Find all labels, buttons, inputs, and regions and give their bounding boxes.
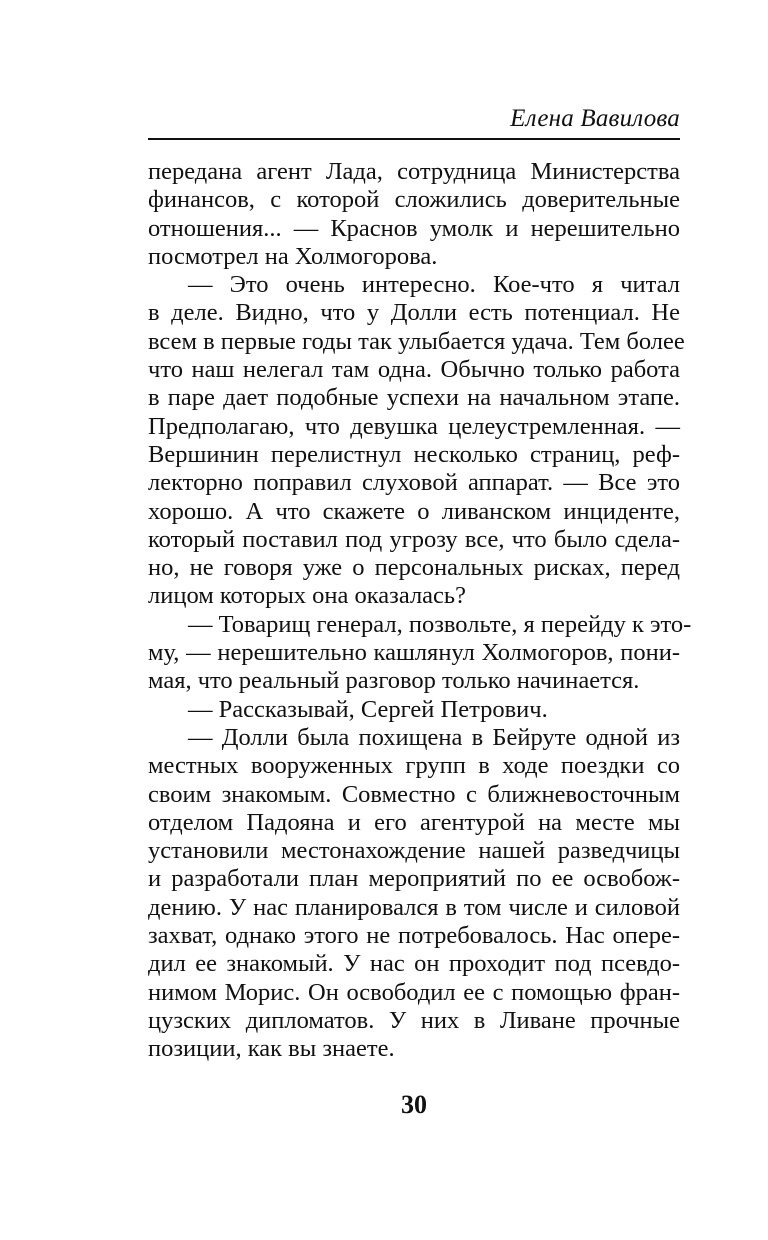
text-line: в деле. Видно, что у Долли есть потенциал. Не (148, 299, 680, 327)
text-line: лицом которых она оказалась? (148, 582, 466, 610)
text-line: — Рассказывай, Сергей Петрович. (188, 695, 548, 723)
text-line: — Товарищ генерал, позвольте, я перейду к это- (188, 610, 692, 638)
text-line: — Это очень интересно. Кое-что я читал (188, 271, 680, 299)
text-line: финансов, с которой сложились доверительные (148, 186, 680, 214)
text-line: передана агент Лада, сотрудница Министерства (148, 158, 680, 185)
text-line: но, не говоря уже о персональных рисках, перед (148, 554, 680, 582)
text-line: — Долли была похищена в Бейруте одной из (188, 723, 680, 751)
text-line: отделом Падояна и его агентурой на месте мы (148, 808, 680, 836)
text-line: хорошо. А что скажете о ливанском инциденте, (148, 497, 680, 525)
text-line: своим знакомым. Совместно с ближневосточным (148, 780, 680, 808)
text-line: нимом Морис. Он освободил ее с помощью фран- (148, 978, 680, 1006)
text-line: лекторно поправил слуховой аппарат. — Все это (148, 469, 680, 497)
text-line: и разработали план мероприятий по ее освобож- (148, 865, 680, 893)
text-line: местных вооруженных групп в ходе поездки со (148, 752, 680, 780)
text-line: в паре дает подобные успехи на начальном этапе. (148, 384, 680, 412)
text-line: цузских дипломатов. У них в Ливане прочные (148, 1006, 680, 1034)
running-head: Елена Вавилова (510, 105, 680, 132)
text-line: му, — нерешительно кашлянул Холмогоров, пони- (148, 639, 680, 667)
header-rule (148, 138, 680, 140)
text-line: захват, однако этого не потребовалось. Нас опере- (148, 922, 680, 950)
text-line: Предполагаю, что девушка целеустремленная. — (148, 412, 680, 440)
text-line: отношения... — Краснов умолк и нерешительно (148, 214, 680, 242)
text-line: мая, что реальный разговор только начинается. (148, 667, 640, 695)
text-line: Вершинин перелистнул несколько страниц, реф- (148, 440, 680, 468)
page-number: 30 (401, 1090, 427, 1119)
text-block (148, 158, 692, 1064)
text-line: установили местонахождение нашей разведчицы (148, 837, 680, 865)
text-line: дил ее знакомый. У нас он проходит под псевдо- (148, 950, 680, 978)
text-line: что наш нелегал там одна. Обычно только работа (148, 356, 680, 384)
text-line: дению. У нас планировался в том числе и силовой (148, 893, 680, 921)
text-line: который поставил под угрозу все, что было сдела- (148, 525, 680, 553)
text-line: позиции, как вы знаете. (148, 1035, 395, 1063)
text-line: посмотрел на Холмогорова. (148, 242, 438, 270)
text-line: всем в первые годы так улыбается удача. Тем более (148, 327, 685, 355)
